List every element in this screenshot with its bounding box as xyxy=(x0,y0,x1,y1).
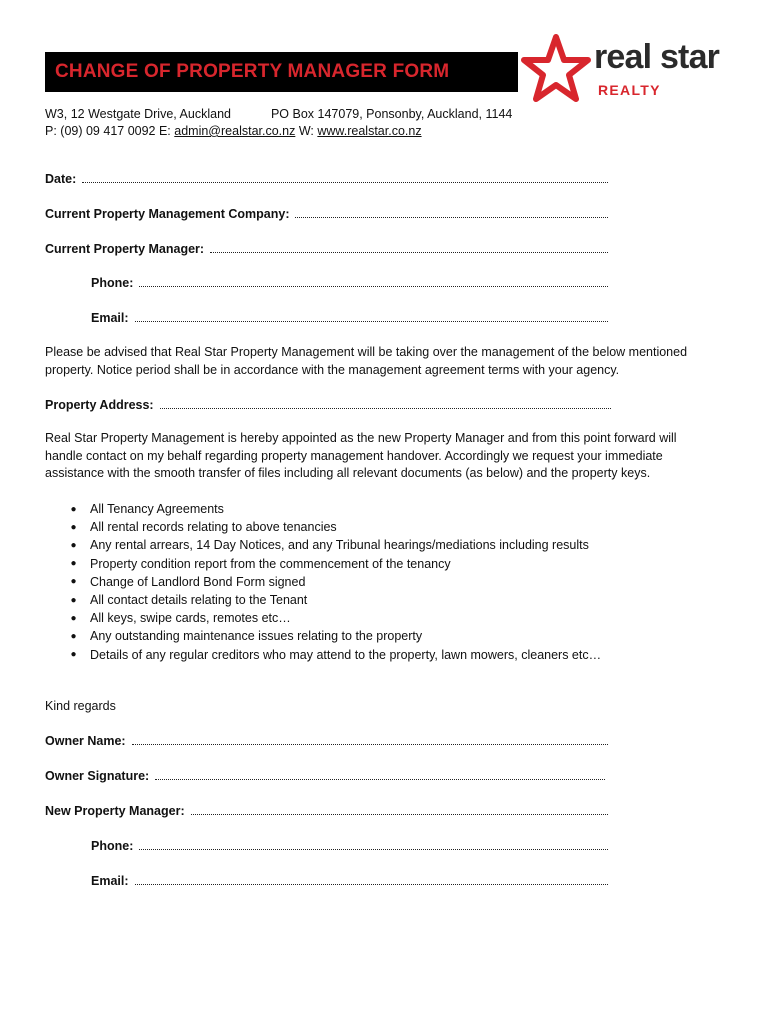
date-fill-line[interactable] xyxy=(82,171,608,183)
current-company-fill-line[interactable] xyxy=(295,206,608,218)
new-manager-fill-line[interactable] xyxy=(191,803,608,815)
property-address-fill-line[interactable] xyxy=(160,397,611,409)
form-title: CHANGE OF PROPERTY MANAGER FORM xyxy=(55,61,450,82)
street-address: W3, 12 Westgate Drive, Auckland xyxy=(45,107,231,121)
new-email-field[interactable] xyxy=(91,873,608,888)
current-email-field[interactable] xyxy=(91,310,608,325)
email-link[interactable]: admin@realstar.co.nz xyxy=(174,124,296,138)
current-email-label: Email: xyxy=(91,311,129,325)
owner-signature-fill-line[interactable] xyxy=(155,768,605,780)
date-field[interactable] xyxy=(45,171,608,186)
website-link[interactable]: www.realstar.co.nz xyxy=(317,124,422,138)
list-item: ● Any rental arrears, 14 Day Notices, and any Tribunal hearings/mediations including results xyxy=(70,538,589,553)
logo-subtext: REALTY xyxy=(598,82,661,98)
list-item: ● Change of Landlord Bond Form signed xyxy=(70,574,306,589)
appointment-paragraph: Real Star Property Management is hereby appointed as the new Property Manager and from this point forward will handle contact on my behalf regarding property management handover. Accordingly we request your immediate assistance with the smooth transfer of files including all relevant documents (as below) and the property keys. xyxy=(45,431,677,480)
form-title-bar xyxy=(45,52,518,92)
documents-list xyxy=(45,500,601,664)
new-phone-field[interactable] xyxy=(91,838,608,853)
current-manager-field[interactable] xyxy=(45,241,608,256)
new-manager-label: New Property Manager: xyxy=(45,804,185,818)
new-phone-fill-line[interactable] xyxy=(139,838,608,850)
new-email-label: Email: xyxy=(91,874,129,888)
current-email-fill-line[interactable] xyxy=(135,310,608,322)
current-phone-label: Phone: xyxy=(91,276,134,290)
new-phone-label: Phone: xyxy=(91,839,134,853)
list-item: ● Details of any regular creditors who may attend to the property, lawn mowers, cleaners etc… xyxy=(70,647,602,662)
current-phone-fill-line[interactable] xyxy=(139,275,608,287)
real-star-logo xyxy=(520,34,730,104)
logo-text: real star xyxy=(594,38,720,76)
current-company-label: Current Property Management Company: xyxy=(45,207,290,221)
list-item: ● Any outstanding maintenance issues relating to the property xyxy=(70,629,423,644)
new-manager-field[interactable] xyxy=(45,803,608,818)
closing-text: Kind regards xyxy=(45,699,116,713)
notice-paragraph: Please be advised that Real Star Property Management will be taking over the management of the below mentioned property. Notice period shall be in accordance with the management agreement terms with your agency. xyxy=(45,345,688,377)
owner-name-fill-line[interactable] xyxy=(132,733,608,745)
list-item: ● All keys, swipe cards, remotes etc… xyxy=(70,611,291,626)
address-line xyxy=(45,107,512,121)
current-phone-field[interactable] xyxy=(91,275,608,290)
list-item: ● All contact details relating to the Tenant xyxy=(70,593,308,608)
current-manager-label: Current Property Manager: xyxy=(45,242,205,256)
list-item: ● All rental records relating to above tenancies xyxy=(70,520,337,535)
owner-signature-label: Owner Signature: xyxy=(45,769,150,783)
property-address-label: Property Address: xyxy=(45,398,154,412)
owner-name-field[interactable] xyxy=(45,733,608,748)
owner-name-label: Owner Name: xyxy=(45,734,126,748)
current-company-field[interactable] xyxy=(45,206,608,221)
contact-line xyxy=(45,124,422,138)
phone-prefix: P: (09) 09 417 0092 E: xyxy=(45,124,171,138)
current-manager-fill-line[interactable] xyxy=(210,241,608,253)
web-prefix: W: xyxy=(298,124,314,138)
new-email-fill-line[interactable] xyxy=(135,873,608,885)
list-item: ● Property condition report from the commencement of the tenancy xyxy=(70,556,451,571)
po-box: PO Box 147079, Ponsonby, Auckland, 1144 xyxy=(270,107,513,121)
star-icon xyxy=(520,34,592,104)
owner-signature-field[interactable] xyxy=(45,768,605,783)
property-address-field[interactable] xyxy=(45,397,611,412)
list-item: ● All Tenancy Agreements xyxy=(70,502,224,517)
date-label: Date: xyxy=(45,172,77,186)
